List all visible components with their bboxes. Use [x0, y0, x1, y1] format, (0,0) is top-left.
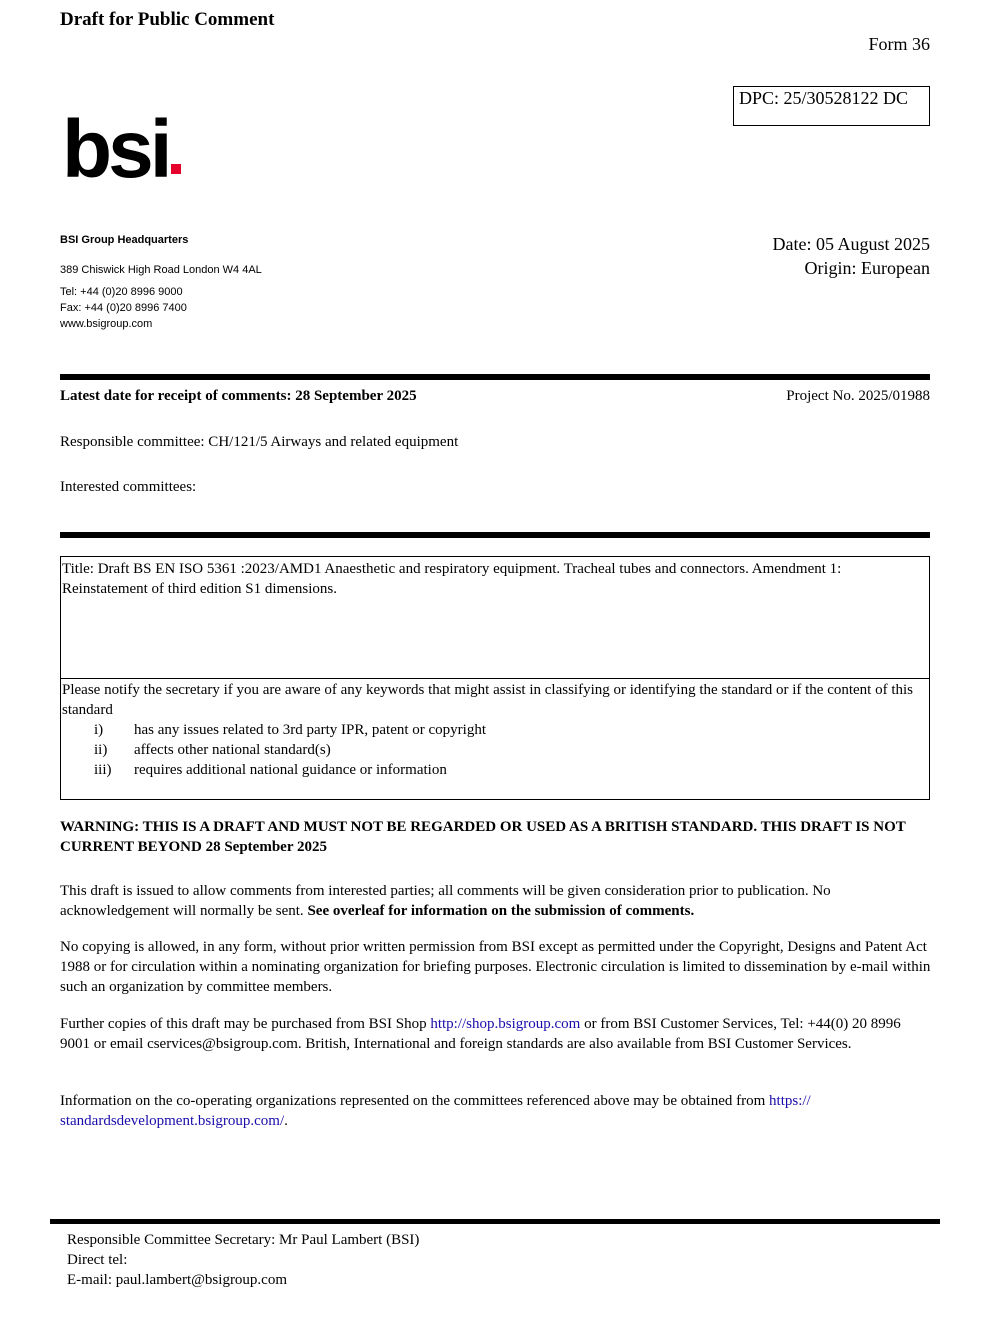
box-divider — [61, 678, 929, 679]
notify-item-num: i) — [94, 722, 104, 738]
paragraph-draft-issued — [60, 881, 932, 921]
hq-web: www.bsigroup.com — [60, 318, 153, 330]
interested-committees: Interested committees: — [60, 479, 197, 495]
paragraph-text: Further copies of this draft may be purchased from BSI Shop — [60, 1016, 431, 1032]
paragraph-text: This draft is issued to allow comments from interested parties; all comments will be given consideration prior to publication. No acknowledgement will normally be sent. — [60, 883, 831, 919]
dpc-reference-box: DPC: 25/30528122 DC — [733, 86, 930, 126]
origin: Origin: European — [804, 258, 930, 278]
bsi-logo-dot — [171, 164, 181, 174]
paragraph-text: . — [284, 1113, 288, 1129]
draft-label: Draft for Public Comment — [60, 9, 275, 30]
notify-intro: Please notify the secretary if you are aware of any keywords that might assist in classifying or identifying the standard or if the content of this standard — [62, 682, 914, 718]
overleaf-note: See overleaf for information on the submission of comments. — [307, 903, 695, 919]
paragraph-further-copies — [60, 1014, 932, 1054]
direct-tel: Direct tel: — [67, 1252, 128, 1268]
footer-rule — [50, 1219, 940, 1224]
notify-item-num: iii) — [94, 762, 112, 778]
draft-warning: WARNING: THIS IS A DRAFT AND MUST NOT BE REGARDED OR USED AS A BRITISH STANDARD. THIS DRAFT IS NOT CURRENT BEYOND 28 September 2025 — [60, 819, 906, 855]
paragraph-text: Information on the co-operating organizations represented on the committees referenced above may be obtained from — [60, 1093, 770, 1109]
notify-item-text: has any issues related to 3rd party IPR, patent or copyright — [134, 722, 487, 738]
responsible-committee: Responsible committee: CH/121/5 Airways and related equipment — [60, 434, 459, 450]
hq-tel: Tel: +44 (0)20 8996 9000 — [60, 286, 183, 298]
date: Date: 05 August 2025 — [772, 234, 930, 254]
bsi-logo-text: bsi — [62, 104, 169, 182]
form-number: Form 36 — [868, 34, 930, 54]
notify-item-num: ii) — [94, 742, 108, 758]
hq-address: 389 Chiswick High Road London W4 4AL — [60, 264, 262, 276]
standard-title: Title: Draft BS EN ISO 5361 :2023/AMD1 Anaesthetic and respiratory equipment. Tracheal tubes and connectors. Amendment 1: Reinstatement of third edition S1 dimensions. — [62, 561, 842, 597]
project-number: Project No. 2025/01988 — [786, 388, 930, 404]
hq-name: BSI Group Headquarters — [60, 234, 189, 246]
committee-secretary: Responsible Committee Secretary: Mr Paul Lambert (BSI) — [67, 1232, 420, 1248]
standards-development-link[interactable]: https:// standardsdevelopment.bsigroup.com/ — [60, 1093, 811, 1129]
bsi-logo — [62, 102, 192, 182]
bsi-shop-link[interactable]: http://shop.bsigroup.com — [430, 1016, 581, 1032]
paragraph-text: or from BSI Customer Services, Tel: +44(0) 20 8996 9001 or email cservices@bsigroup.com. British, International and foreign standards are also available from BSI Customer Services. — [60, 1016, 901, 1052]
paragraph-cooperating-orgs — [60, 1091, 932, 1131]
hq-fax: Fax: +44 (0)20 8996 7400 — [60, 302, 187, 314]
latest-comment-date: Latest date for receipt of comments: 28 September 2025 — [60, 388, 417, 404]
paragraph-copying: No copying is allowed, in any form, without prior written permission from BSI except as permitted under the Copyright, Designs and Patent Act 1988 or for circulation within a nominating organization for briefing purposes. Electronic circulation is limited to dissemination by e-mail within such an organization by committee members. — [60, 939, 931, 995]
title-box — [60, 556, 930, 800]
top-rule — [60, 374, 930, 380]
notify-item-text: requires additional national guidance or information — [134, 762, 447, 778]
notify-item-text: affects other national standard(s) — [134, 742, 331, 758]
mid-rule — [60, 532, 930, 538]
secretary-email: E-mail: paul.lambert@bsigroup.com — [67, 1272, 288, 1288]
